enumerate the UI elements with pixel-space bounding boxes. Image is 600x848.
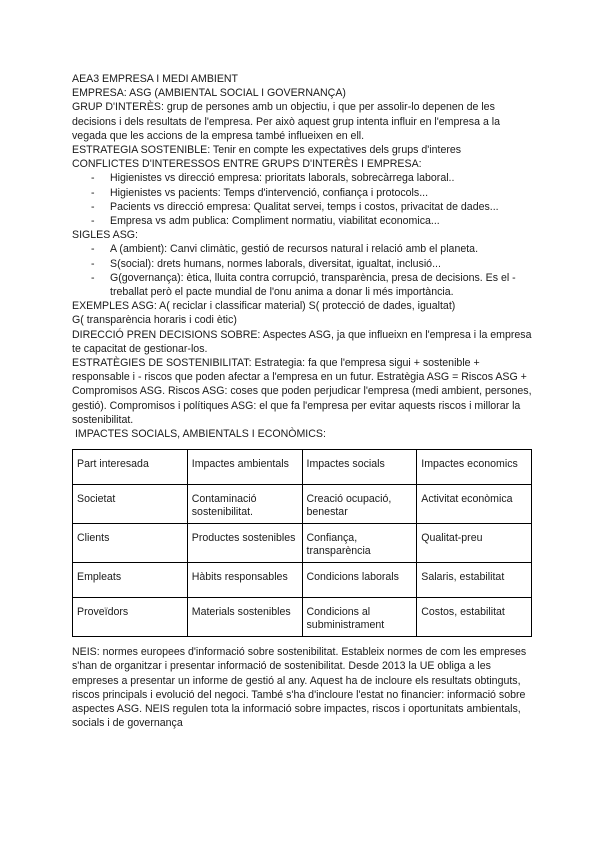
- table-header-cell: Impactes economics: [417, 450, 532, 485]
- sigles-list: [72, 242, 532, 299]
- table-header-cell: Impactes ambientals: [187, 450, 302, 485]
- table-cell: Productes sostenibles: [187, 524, 302, 563]
- table-cell: Qualitat-preu: [417, 524, 532, 563]
- impacts-table: [72, 449, 532, 637]
- empresa-line: EMPRESA: ASG (AMBIENTAL SOCIAL I GOVERNANÇA): [72, 87, 346, 100]
- table-header-cell: Impactes socials: [302, 450, 417, 485]
- list-item: - A (ambient): Canvi climàtic, gestió de recursos natural i relació amb el planeta.: [72, 242, 532, 256]
- table-cell: Societat: [73, 485, 188, 524]
- table-header-row: [73, 450, 532, 485]
- table-cell: Contaminació sostenibilitat.: [187, 485, 302, 524]
- grup-interes-paragraph: GRUP D'INTERÈS: grup de persones amb un objectiu, i que per assolir-lo depenen de les decisions i dels resultats de l'empresa. Per això aquest grup intenta influir en l'empresa a la vegada que les accions de la empresa també influeixen en ell.: [72, 101, 501, 142]
- table-cell: Activitat econòmica: [417, 485, 532, 524]
- estrategia-line: ESTRATEGIA SOSTENIBLE: Tenir en compte les expectatives dels grups d'interes: [72, 144, 462, 157]
- table-cell: Creació ocupació, benestar: [302, 485, 417, 524]
- table-row: [73, 563, 532, 598]
- table-cell: Empleats: [73, 563, 188, 598]
- table-header-cell: Part interesada: [73, 450, 188, 485]
- table-row: [73, 598, 532, 637]
- list-item: - Empresa vs adm publica: Compliment normatiu, viabilitat economica...: [72, 214, 532, 228]
- table-cell: Clients: [73, 524, 188, 563]
- table-cell: Condicions laborals: [302, 563, 417, 598]
- estrategies-paragraph: ESTRATÈGIES DE SOSTENIBILITAT: Estrategia: fa que l'empresa sigui + sostenible + responsable i - riscos que poden afectar a l'empresa en un futur. Estratègia ASG = Riscos ASG + Compromisos ASG. Riscos ASG: coses que poden perjudicar l'empresa (medi ambient, persones, gestió). Compromisos i polítiques ASG: el que fa l'empresa per evitar aquests riscos i millorar la sostenibilitat.: [72, 357, 532, 426]
- table-cell: Materials sostenibles: [187, 598, 302, 637]
- doc-title: AEA3 EMPRESA I MEDI AMBIENT: [72, 73, 239, 85]
- table-row: [73, 485, 532, 524]
- sigles-heading: SIGLES ASG:: [72, 229, 138, 242]
- list-item: - G(governança): ètica, lluita contra corrupció, transparència, presa de decisions. Es el - treballat però el pacte mundial de l'onu anima a donar li més importància.: [72, 271, 532, 299]
- table-cell: Hàbits responsables: [187, 563, 302, 598]
- table-cell: Salaris, estabilitat: [417, 563, 532, 598]
- conflictes-heading: CONFLICTES D'INTERESSOS ENTRE GRUPS D'INTERÈS I EMPRESA:: [72, 158, 422, 171]
- neis-paragraph: NEIS: normes europees d'informació sobre sostenibilitat. Estableix normes de com les empreses s'han de organitzar i presentar informació de sostenibilitat. Desde 2013 la UE obliga a les empreses a presentar un informe de gestió al any. Aquest ha de incloure els resultats obtinguts, riscos principals i evolució del negoci. També s'ha d'incloure l'estat no financier: informació sobre aspectes ASG. NEIS regulen tota la informació sobre impactes, riscos i oportunitats ambientals, socials i de governança: [72, 646, 527, 730]
- direccio-paragraph: DIRECCIÓ PREN DECISIONS SOBRE: Aspectes ASG, ja que influeixn en l'empresa i la empresa te capacitat de gestionar-los.: [72, 328, 532, 355]
- table-cell: Condicions al subministrament: [302, 598, 417, 637]
- table-cell: Costos, estabilitat: [417, 598, 532, 637]
- exemples-line-2: G( transparència horaris i codi ètic): [72, 314, 237, 327]
- exemples-line-1: EXEMPLES ASG: A( reciclar i classificar material) S( protecció de dades, igualtat): [72, 300, 456, 313]
- document-body: [72, 72, 532, 731]
- list-item: - S(social): drets humans, normes laborals, diversitat, igualtat, inclusió...: [72, 257, 532, 271]
- impactes-heading: IMPACTES SOCIALS, AMBIENTALS I ECONÒMICS:: [72, 428, 326, 441]
- list-item: - Pacients vs direcció empresa: Qualitat servei, temps i costos, privacitat de dades...: [72, 200, 532, 214]
- spacer: [72, 637, 532, 645]
- list-item: - Higienistes vs pacients: Temps d'intervenció, confiança i protocols...: [72, 186, 532, 200]
- table-cell: Proveïdors: [73, 598, 188, 637]
- list-item: - Higienistes vs direcció empresa: prioritats laborals, sobrecàrrega laboral..: [72, 171, 532, 185]
- conflictes-list: [72, 171, 532, 228]
- table-cell: Confiança, transparència: [302, 524, 417, 563]
- table-row: [73, 524, 532, 563]
